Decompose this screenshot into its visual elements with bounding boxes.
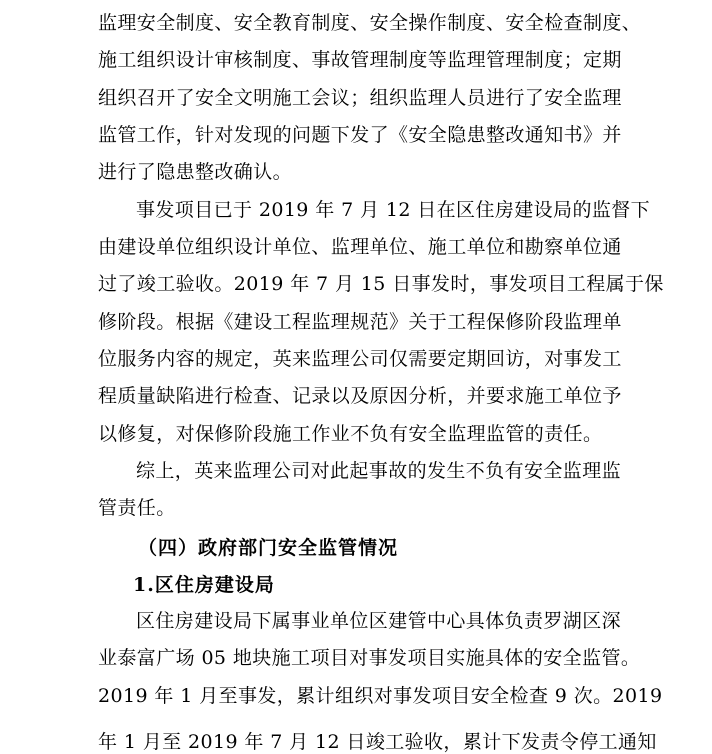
paragraph4-line-4: 年 1 月至 2019 年 7 月 12 日竣工验收，累计下发责令停工通知	[98, 731, 657, 753]
subsection-heading: 1.区住房建设局	[133, 574, 275, 596]
paragraph2-line-2: 由建设单位组织设计单位、监理单位、施工单位和勘察单位通	[98, 236, 622, 258]
paragraph2-line-4: 修阶段。根据《建设工程监理规范》关于工程保修阶段监理单	[98, 311, 622, 333]
paragraph2-line-3: 过了竣工验收。2019 年 7 月 15 日事发时，事发项目工程属于保	[98, 273, 664, 295]
paragraph4-line-1: 区住房建设局下属事业单位区建管中心具体负责罗湖区深	[136, 610, 622, 632]
paragraph2-line-1: 事发项目已于 2019 年 7 月 12 日在区住房建设局的监督下	[136, 199, 651, 221]
paragraph4-line-2: 业泰富广场 05 地块施工项目对事发项目实施具体的安全监管。	[98, 647, 641, 669]
paragraph1-line-2: 施工组织设计审核制度、事故管理制度等监理管理制度；定期	[98, 49, 622, 71]
paragraph1-line-5: 进行了隐患整改确认。	[98, 161, 293, 183]
paragraph2-line-6: 程质量缺陷进行检查、记录以及原因分析，并要求施工单位予	[98, 385, 622, 407]
paragraph2-line-5: 位服务内容的规定，英来监理公司仅需要定期回访，对事发工	[98, 348, 622, 370]
paragraph2-line-7: 以修复，对保修阶段施工作业不负有安全监理监管的责任。	[98, 423, 603, 445]
paragraph3-line-2: 管责任。	[98, 497, 176, 519]
paragraph3-line-1: 综上，英来监理公司对此起事故的发生不负有安全监理监	[136, 460, 622, 482]
paragraph1-line-1: 监理安全制度、安全教育制度、安全操作制度、安全检查制度、	[98, 12, 642, 34]
paragraph1-line-3: 组织召开了安全文明施工会议；组织监理人员进行了安全监理	[98, 87, 622, 109]
paragraph1-line-4: 监管工作，针对发现的问题下发了《安全隐患整改通知书》并	[98, 124, 622, 146]
paragraph4-line-3: 2019 年 1 月至事发，累计组织对事发项目安全检查 9 次。2019	[98, 685, 663, 707]
section-heading: （四）政府部门安全监管情况	[138, 537, 399, 559]
